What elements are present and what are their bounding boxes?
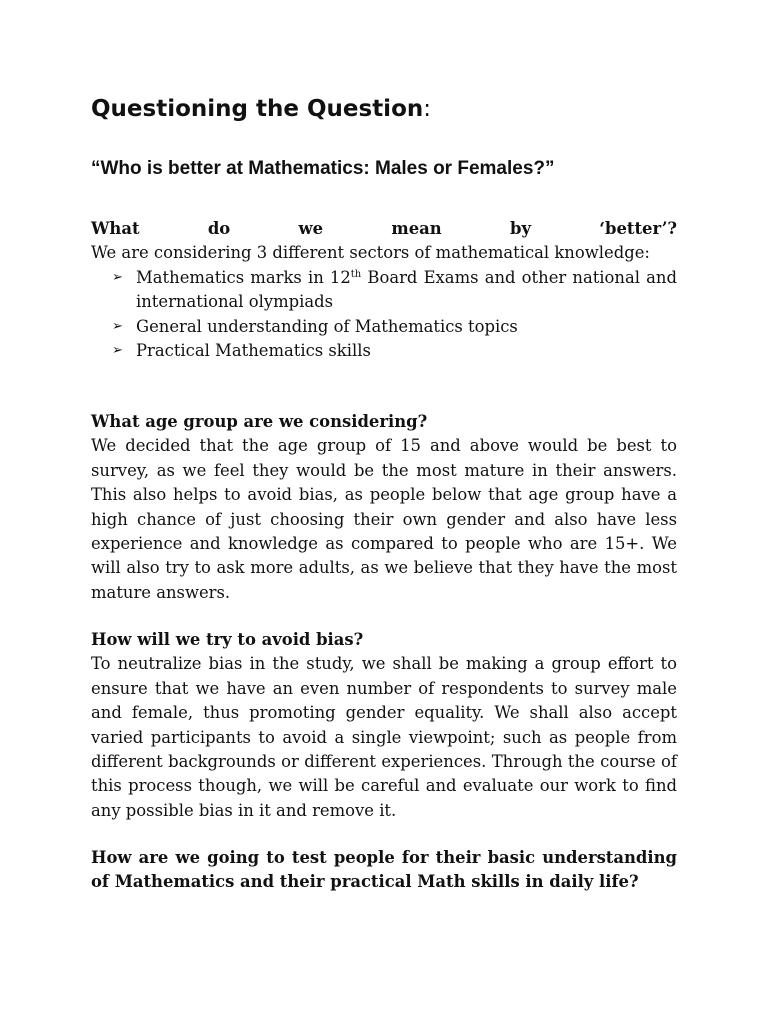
section-heading: What do we mean by ‘better’? — [91, 219, 677, 238]
list-item — [112, 315, 677, 339]
page-title-colon: : — [423, 96, 431, 122]
section-body: We decided that the age group of 15 and above would be best to survey, as we feel they would be the most mature in their answers. This also helps to avoid bias, as people below that age group have a high chance of just choosing their own gender and also have less experience and knowledge as compared to people who are 15+. We will also try to ask more adults, as we believe that they have the most mature answers. — [91, 436, 677, 602]
section-heading: What age group are we considering? — [91, 412, 428, 431]
list-item-text: Practical Mathematics skills — [136, 341, 371, 361]
section-testing-method — [91, 846, 677, 895]
arrow-bullet-icon: ➢ — [112, 318, 123, 334]
arrow-bullet-icon: ➢ — [112, 269, 123, 285]
section-heading: How will we try to avoid bias? — [91, 630, 364, 649]
page-title-text: Questioning the Question — [91, 96, 424, 122]
list-item-text: General understanding of Mathematics topics — [136, 316, 518, 336]
section-body: To neutralize bias in the study, we shall be making a group effort to ensure that we have an even number of respondents to survey male and female, thus promoting gender equality. We shall also accept varied participants to avoid a single viewpoint; such as people from different backgrounds or different experiences. Through the course of this process though, we will be careful and evaluate our work to find any possible bias in it and remove it. — [91, 654, 677, 820]
page-title — [91, 93, 431, 125]
section-avoid-bias — [91, 628, 677, 823]
section-heading: How are we going to test people for their basic understanding of Mathematics and their practical Math skills in daily life? — [91, 848, 677, 892]
superscript: th — [350, 268, 362, 280]
list-item — [112, 339, 677, 363]
research-question: “Who is better at Mathematics: Males or Females?” — [91, 158, 555, 179]
section-meaning-of-better — [91, 217, 677, 363]
list-item-text: Board Exams and other national and international olympiads — [136, 267, 677, 312]
section-age-group — [91, 410, 677, 605]
arrow-bullet-icon: ➢ — [112, 343, 123, 359]
list-item-text: Mathematics marks in 12 — [136, 267, 351, 287]
bullet-list — [91, 266, 677, 364]
section-intro: We are considering 3 different sectors of mathematical knowledge: — [91, 243, 650, 263]
list-item — [112, 266, 677, 315]
